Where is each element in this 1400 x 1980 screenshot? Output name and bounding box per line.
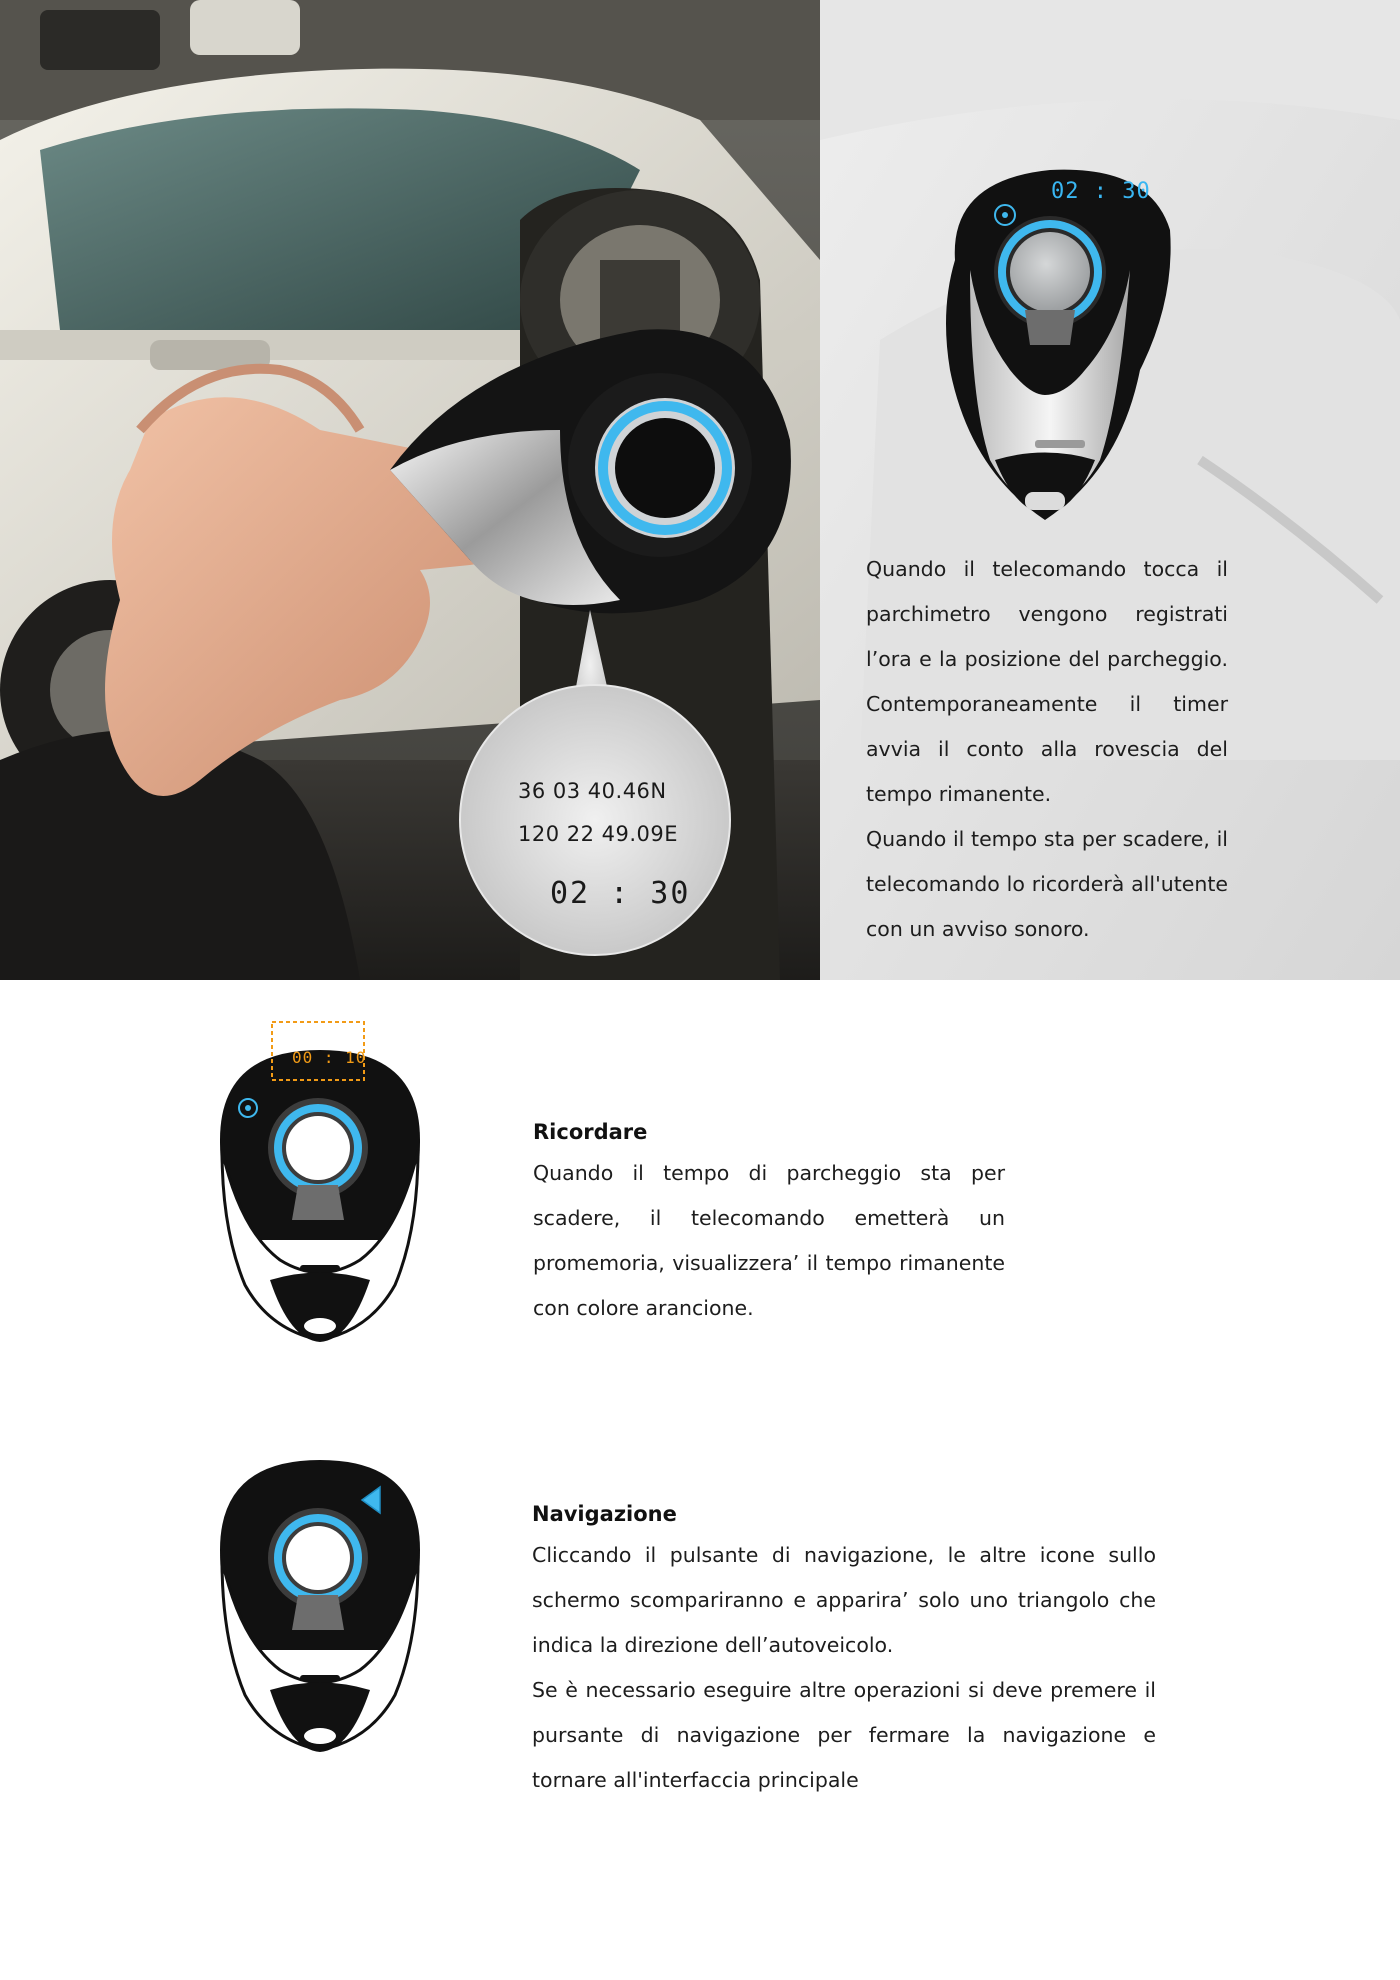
remind-section (533, 1117, 1005, 1331)
hero-section (0, 0, 1400, 980)
navigation-device-illustration (200, 1440, 440, 1760)
bubble-timer: 02 : 30 (550, 876, 691, 911)
navigation-paragraph-1: Cliccando il pulsante di navigazione, le altre icone sullo schermo scompariranno e apparira’ solo uno triangolo che indica la direzione dell’autoveicolo. (532, 1543, 1156, 1657)
navigation-section (532, 1499, 1156, 1803)
remind-timer: 00 : 10 (292, 1048, 367, 1067)
navigation-title: Navigazione (532, 1502, 677, 1526)
bubble-latitude: 36 03 40.46N (518, 779, 667, 803)
navigation-paragraph-2: Se è necessario eseguire altre operazioni si deve premere il pursante di navigazione per fermare la navigazione e tornare all'interfaccia principale (532, 1678, 1156, 1792)
bubble-longitude: 120 22 49.09E (518, 822, 679, 846)
hero-description (866, 547, 1228, 952)
hero-paragraph-2: Quando il tempo sta per scadere, il telecomando lo ricorderà all'utente con un avviso sonoro. (866, 827, 1228, 941)
render-timer: 02 : 30 (1051, 179, 1151, 204)
hero-photo (0, 0, 820, 980)
hero-paragraph-1: Quando il telecomando tocca il parchimetro vengono registrati l’ora e la posizione del parcheggio. Contemporaneamente il timer avvia il conto alla rovescia del tempo rimanente. (866, 557, 1228, 806)
remind-text: Quando il tempo di parcheggio sta per scadere, il telecomando emetterà un promemoria, visualizzera’ il tempo rimanente con colore arancione. (533, 1161, 1005, 1320)
navigation-body (532, 1533, 1156, 1803)
remind-title: Ricordare (533, 1120, 648, 1144)
remind-body (533, 1151, 1005, 1331)
